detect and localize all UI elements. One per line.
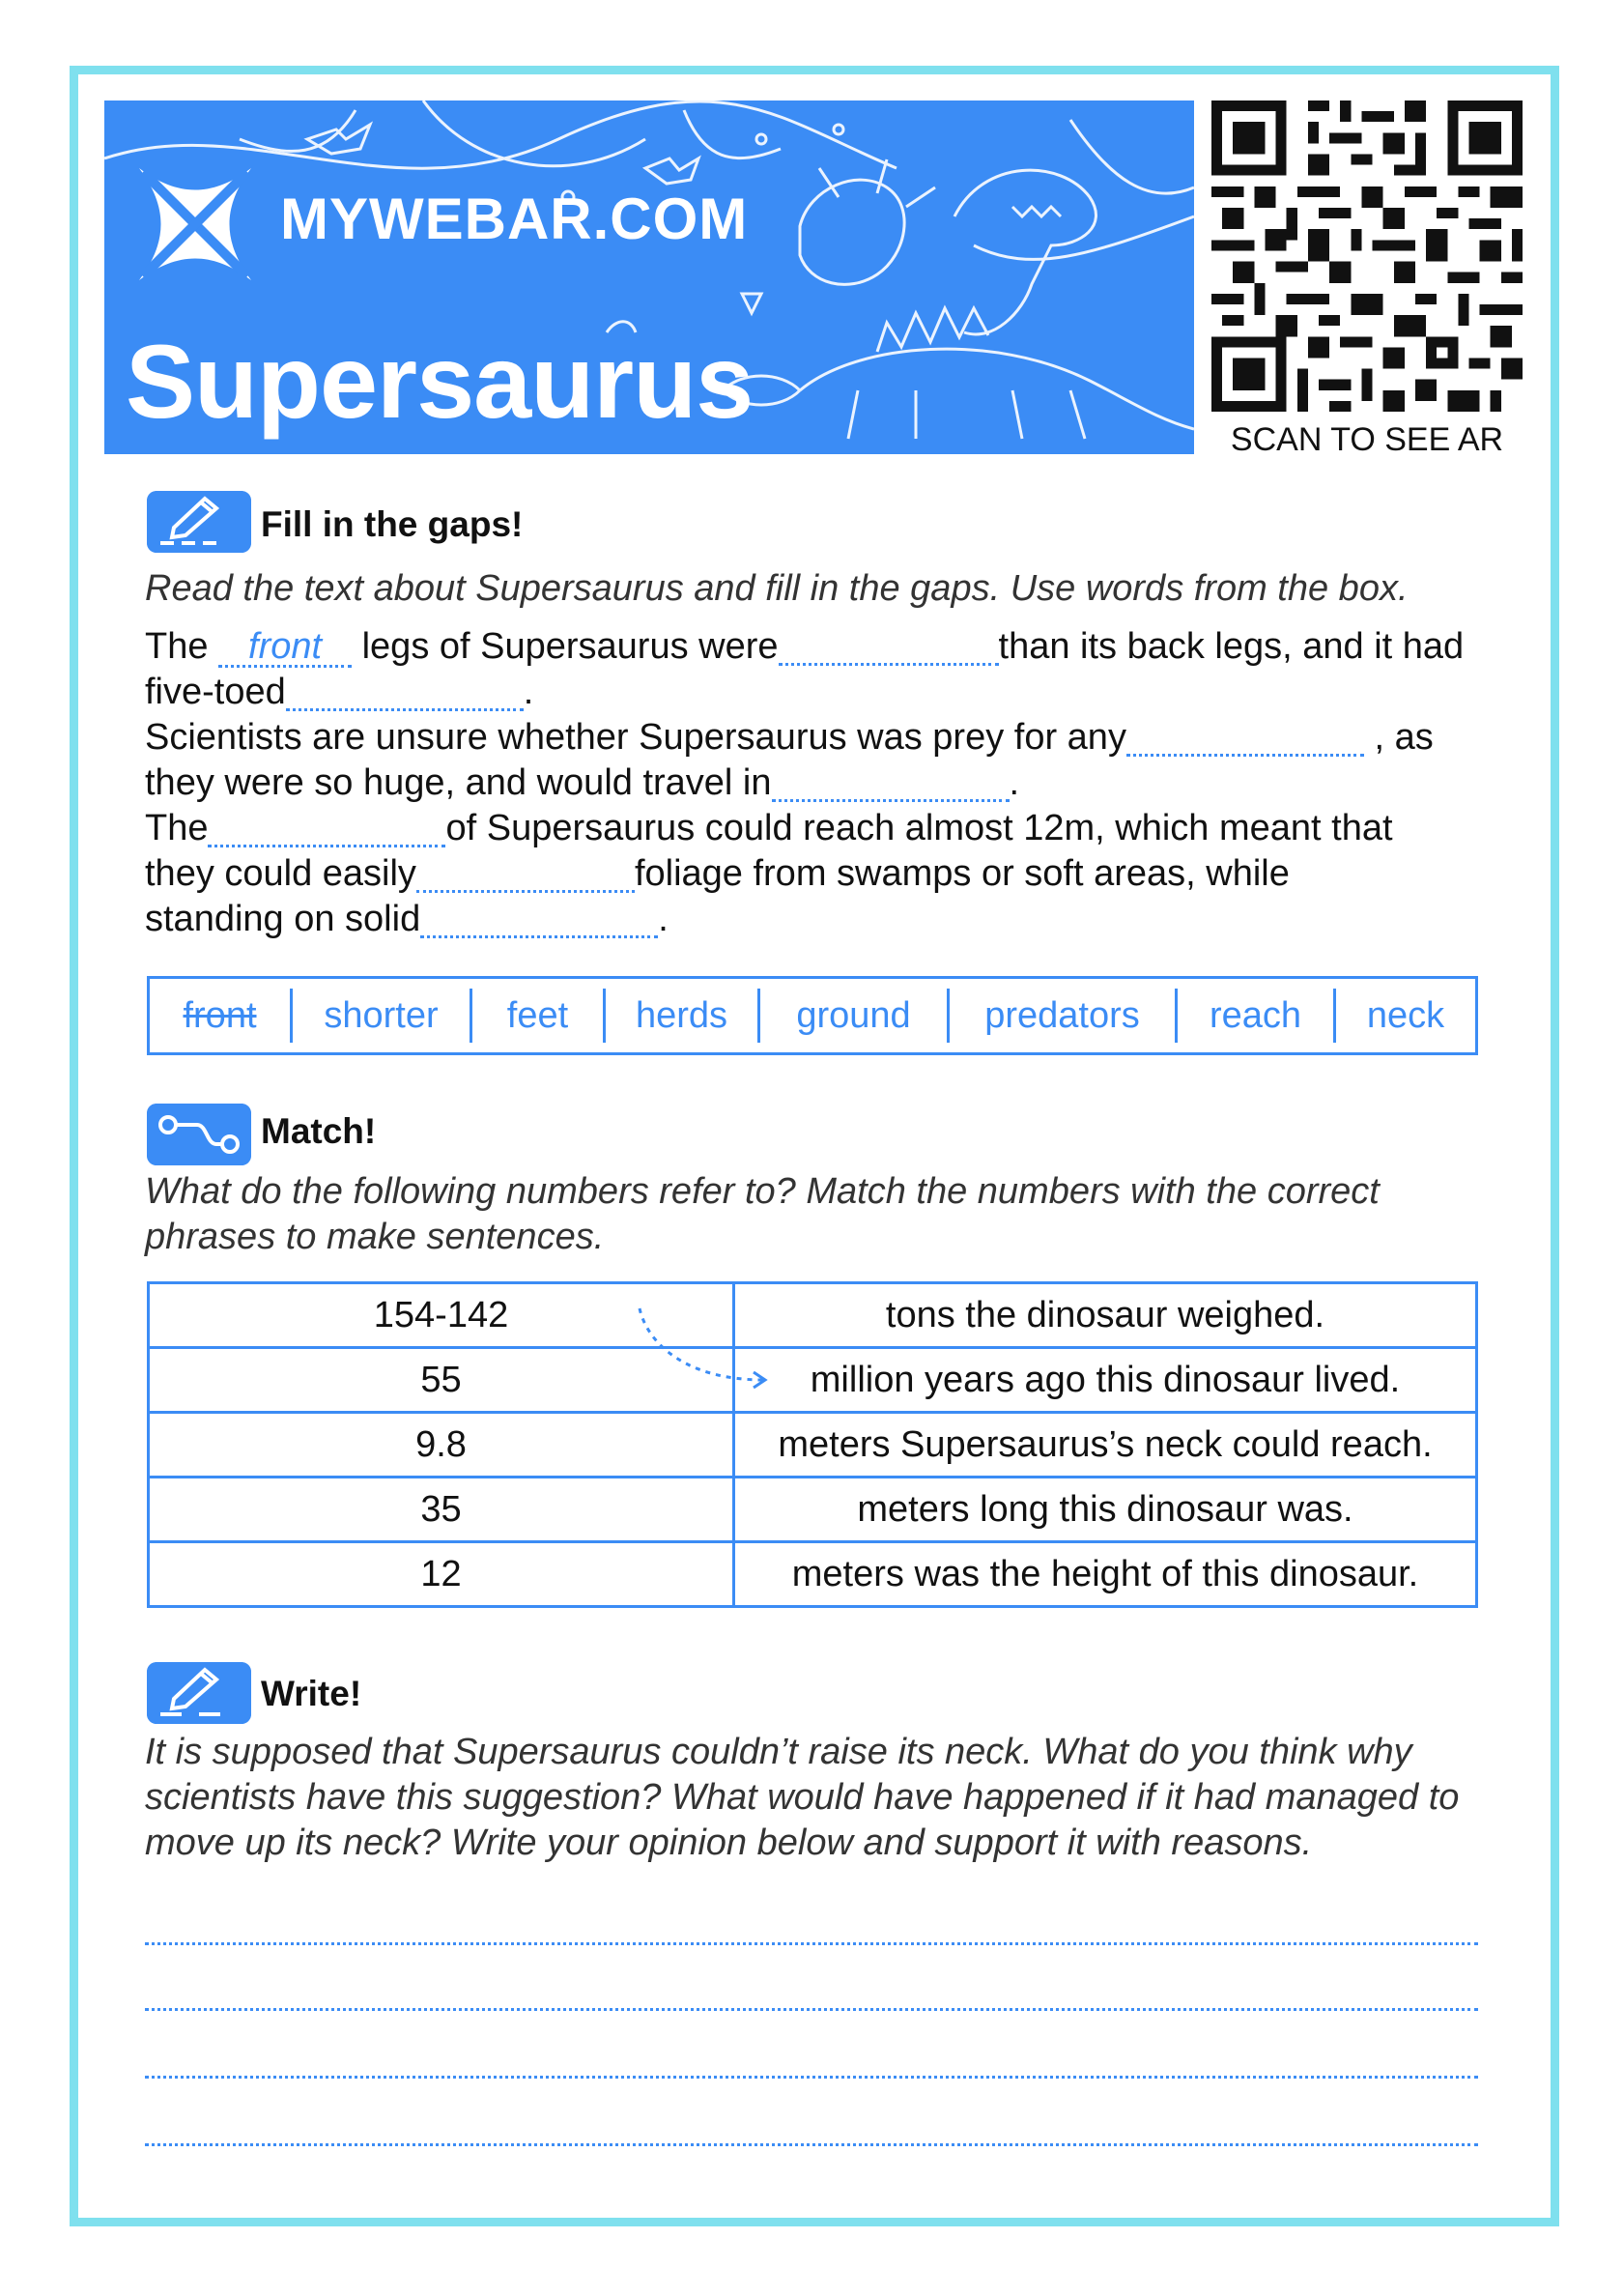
- match-number[interactable]: 12: [149, 1542, 734, 1607]
- match-phrase[interactable]: meters Supersaurus’s neck could reach.: [734, 1413, 1477, 1478]
- word-option[interactable]: shorter: [293, 989, 472, 1043]
- pencil-icon: [147, 491, 251, 553]
- match-phrase[interactable]: million years ago this dinosaur lived.: [734, 1348, 1477, 1413]
- text-segment: foliage from swamps or soft areas, while: [634, 853, 1290, 894]
- text-segment: .: [1009, 762, 1020, 803]
- writing-line[interactable]: [145, 2143, 1478, 2146]
- word-option[interactable]: reach: [1178, 989, 1336, 1043]
- write-heading: Write!: [261, 1674, 362, 1713]
- connect-icon: [147, 1104, 251, 1165]
- table-row: [149, 1478, 1477, 1542]
- brand-name: MYWEBAR.COM: [280, 187, 749, 251]
- page-title: Supersaurus: [126, 323, 754, 440]
- fill-line: [145, 806, 1478, 851]
- text-segment: .: [523, 672, 534, 712]
- table-row: [149, 1348, 1477, 1413]
- text-segment: five-toed: [145, 672, 286, 712]
- writing-line[interactable]: [145, 1942, 1478, 1945]
- text-segment: than its back legs, and it had: [998, 626, 1465, 667]
- gap-blank[interactable]: [779, 631, 999, 666]
- gap-blank[interactable]: [772, 767, 1010, 802]
- writing-line[interactable]: [145, 2076, 1478, 2079]
- gap-blank[interactable]: [416, 858, 635, 893]
- match-phrase[interactable]: meters was the height of this dinosaur.: [734, 1542, 1477, 1607]
- example-match-arrow: [628, 1305, 783, 1392]
- write-instruction: It is supposed that Supersaurus couldn’t raise its neck. What do you think why scientists have this suggestion? What would have happened if it had managed to move up its neck? Write your opinion below and support it with reasons.: [145, 1732, 1460, 1863]
- gap-blank[interactable]: [1126, 722, 1364, 757]
- text-segment: , as: [1374, 717, 1434, 758]
- qr-caption: SCAN TO SEE AR: [1230, 421, 1504, 458]
- fill-line: [145, 715, 1478, 761]
- header-banner: [104, 100, 1194, 454]
- match-table: [147, 1281, 1478, 1608]
- word-option[interactable]: feet: [472, 989, 606, 1043]
- text-segment: they could easily: [145, 853, 416, 894]
- gap-blank[interactable]: [286, 676, 524, 711]
- fill-line: [145, 624, 1478, 670]
- text-segment: of Supersaurus could reach almost 12m, which meant that: [445, 808, 1393, 848]
- word-option[interactable]: front: [150, 989, 293, 1043]
- text-segment: The: [145, 808, 209, 848]
- fill-line: [145, 670, 1478, 715]
- mywebar-logo-icon: [129, 158, 261, 290]
- table-row: [149, 1413, 1477, 1478]
- gap-blank[interactable]: [420, 904, 658, 938]
- gap-blank[interactable]: [208, 813, 445, 847]
- fill-line: [145, 851, 1478, 897]
- word-option[interactable]: predators: [950, 989, 1178, 1043]
- match-instruction: What do the following numbers refer to? Match the numbers with the correct phrases to make sentences.: [145, 1171, 1380, 1257]
- example-answer: front: [218, 628, 352, 668]
- qr-code[interactable]: [1211, 100, 1523, 412]
- text-segment: standing on solid: [145, 899, 421, 939]
- fill-paragraph: [145, 624, 1478, 942]
- match-number[interactable]: 154-142: [149, 1283, 734, 1348]
- word-bank: [147, 976, 1478, 1055]
- word-option[interactable]: ground: [760, 989, 950, 1043]
- pencil-icon: [147, 1662, 251, 1724]
- fill-line: [145, 761, 1478, 806]
- fill-heading: Fill in the gaps!: [261, 504, 524, 544]
- text-segment: The: [145, 626, 209, 667]
- word-option[interactable]: herds: [606, 989, 760, 1043]
- word-option[interactable]: neck: [1366, 995, 1445, 1036]
- text-segment: Scientists are unsure whether Supersaurus was prey for any: [145, 717, 1126, 758]
- table-row: [149, 1283, 1477, 1348]
- table-row: [149, 1542, 1477, 1607]
- text-segment: legs of Supersaurus were: [361, 626, 779, 667]
- fill-instruction: Read the text about Supersaurus and fill in the gaps. Use words from the box.: [145, 568, 1409, 609]
- fill-line: [145, 897, 1478, 942]
- match-phrase[interactable]: tons the dinosaur weighed.: [734, 1283, 1477, 1348]
- match-number[interactable]: 55: [149, 1348, 734, 1413]
- match-phrase[interactable]: meters long this dinosaur was.: [734, 1478, 1477, 1542]
- writing-line[interactable]: [145, 2008, 1478, 2011]
- match-number[interactable]: 9.8: [149, 1413, 734, 1478]
- match-number[interactable]: 35: [149, 1478, 734, 1542]
- text-segment: .: [658, 899, 669, 939]
- match-heading: Match!: [261, 1111, 377, 1151]
- text-segment: they were so huge, and would travel in: [145, 762, 772, 803]
